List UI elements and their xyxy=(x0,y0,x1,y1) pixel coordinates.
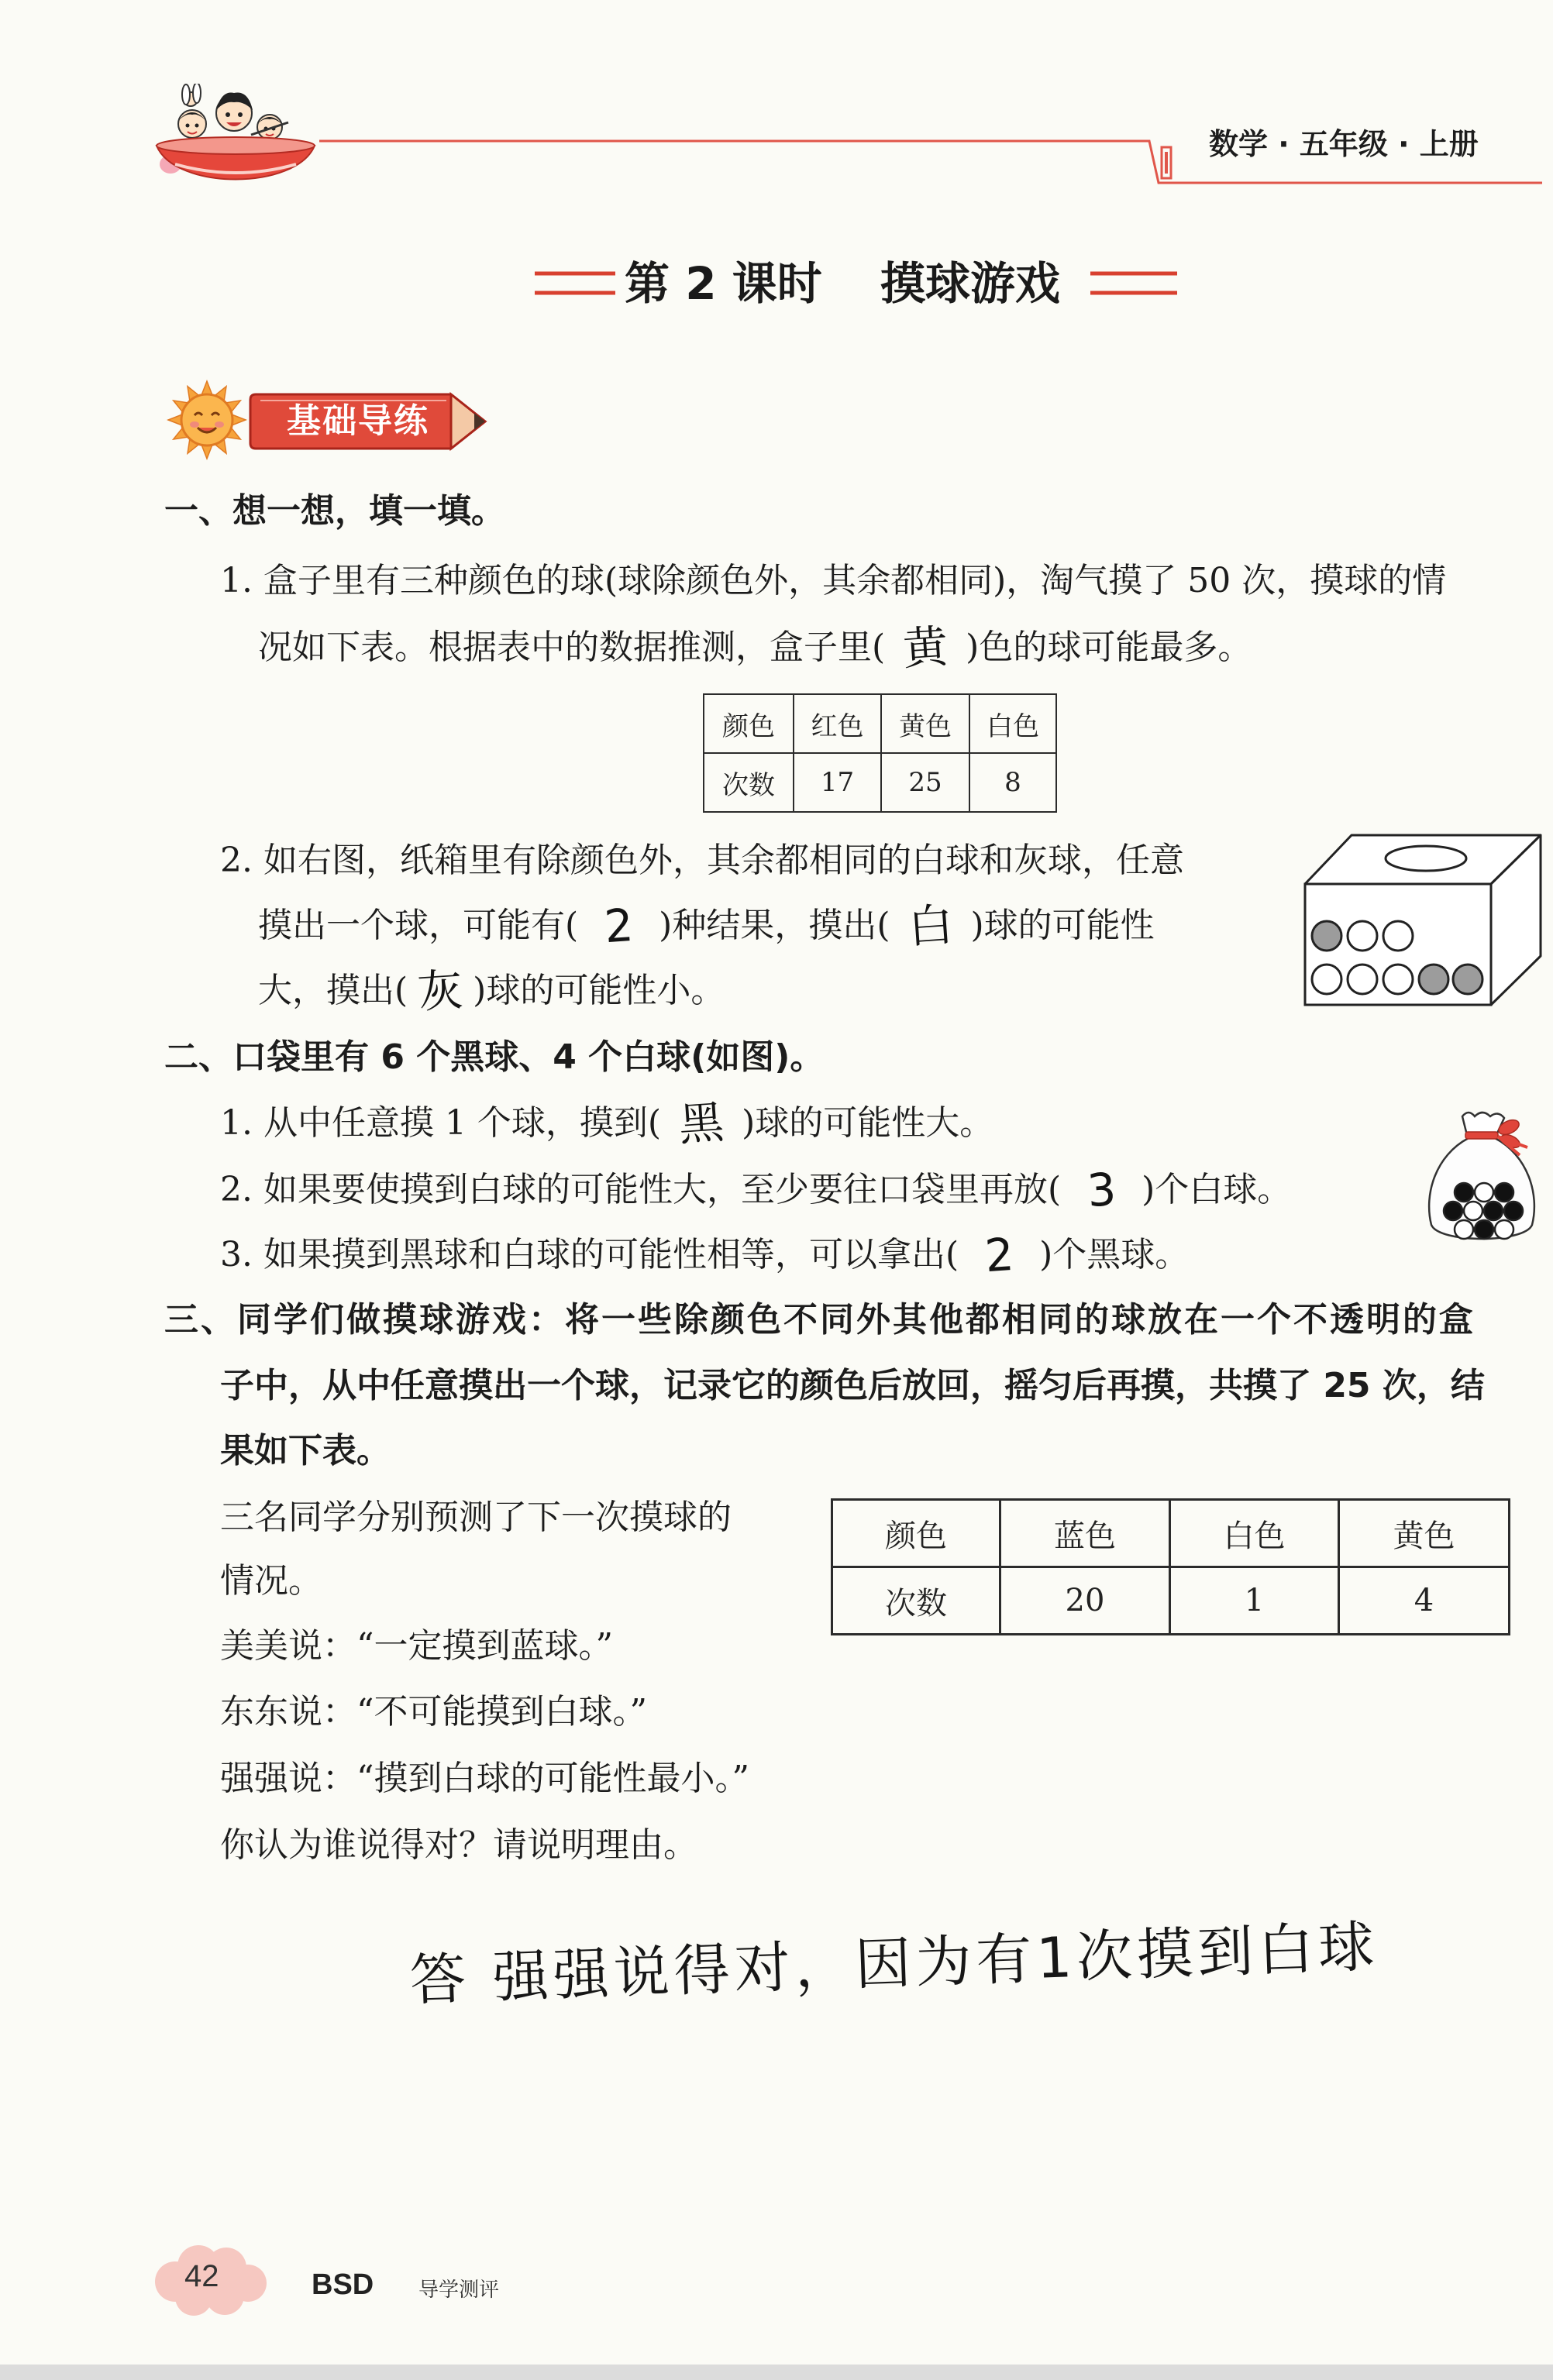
white-ball xyxy=(1383,965,1413,994)
title-left-double-rule xyxy=(535,263,617,302)
part3-handwritten-answer: 答 强强说得对，因为有1次摸到白球 xyxy=(408,1914,1380,2013)
series-name: 导学测评 xyxy=(418,2279,500,2302)
section-badge-label: 基础导练 xyxy=(287,401,429,441)
q1-text-after-blank: )色的球可能最多。 xyxy=(966,628,1252,667)
part2-q2-text-before: 2. 如果要使摸到白球的可能性大，至少要往口袋里再放( xyxy=(220,1170,1062,1209)
statement-meimei: 美美说：“一定摸到蓝球。” xyxy=(220,1626,613,1666)
title-right-double-rule xyxy=(1090,263,1179,302)
black-ball xyxy=(1444,1202,1462,1220)
part1-heading: 一、想一想，填一填。 xyxy=(164,491,505,531)
part2-q1-text-after: )球的可能性大。 xyxy=(742,1103,994,1143)
black-ball xyxy=(1495,1183,1513,1202)
table-header-cell: 黄色 xyxy=(1339,1500,1510,1567)
q2-handwritten-less-likely: 灰 xyxy=(415,963,465,1019)
table-cell: 8 xyxy=(969,753,1056,812)
part3-data-table xyxy=(831,1498,1510,1635)
lesson-topic: 摸球游戏 xyxy=(880,257,1061,310)
white-ball xyxy=(1383,921,1413,951)
q2-text-3: )球的可能性 xyxy=(970,906,1155,945)
white-ball xyxy=(1348,921,1377,951)
q2-text-5: )球的可能性小。 xyxy=(473,971,725,1010)
black-ball xyxy=(1475,1220,1493,1239)
table-cell: 次数 xyxy=(832,1567,1000,1635)
q2-handwritten-outcomes: 2 xyxy=(602,898,635,954)
black-ball xyxy=(1484,1202,1503,1220)
page-number: 42 xyxy=(184,2259,219,2293)
part2-q2-text-after: )个白球。 xyxy=(1142,1170,1292,1209)
part2-q3-text-before: 3. 如果摸到黑球和白球的可能性相等，可以拿出( xyxy=(220,1235,959,1274)
white-ball xyxy=(1475,1183,1493,1202)
table-row xyxy=(832,1567,1510,1635)
part2-q1-handwritten-answer: 黑 xyxy=(677,1095,726,1151)
part3-heading-line-2: 子中，从中任意摸出一个球，记录它的颜色后放回，摇匀后再摸，共摸了 25 次，结 xyxy=(220,1366,1485,1405)
part2-q3-blank xyxy=(959,1227,1039,1283)
part2-q3-text-after: )个黑球。 xyxy=(1039,1235,1190,1274)
statement-qiangqiang: 强强说：“摸到白球的可能性最小。” xyxy=(220,1759,749,1798)
q2-text-1: 摸出一个球，可能有( xyxy=(258,906,579,945)
part2-q2 xyxy=(220,1162,1292,1218)
table-header-cell: 颜色 xyxy=(832,1500,1000,1567)
white-ball xyxy=(1464,1202,1482,1220)
part2-q2-blank xyxy=(1061,1162,1142,1218)
q2-line-1: 2. 如右图，纸箱里有除颜色外，其余都相同的白球和灰球，任意 xyxy=(220,841,1184,880)
table-cell: 4 xyxy=(1339,1567,1510,1635)
table-header-cell: 蓝色 xyxy=(1000,1500,1170,1567)
q2-text-4: 大，摸出( xyxy=(258,971,408,1010)
q1-line-2 xyxy=(258,620,1252,676)
black-ball xyxy=(1455,1183,1473,1202)
table-header-cell: 红色 xyxy=(794,694,881,753)
q2-line-2 xyxy=(258,898,1155,954)
table-cell: 20 xyxy=(1000,1567,1170,1635)
q2-text-2: )种结果，摸出( xyxy=(659,906,890,945)
q1-data-table xyxy=(703,693,1057,813)
part2-q1 xyxy=(220,1095,994,1151)
lesson-number: 第 2 课时 xyxy=(625,257,822,310)
q2-handwritten-more-likely: 白 xyxy=(906,898,955,954)
part2-q3-handwritten-answer: 2 xyxy=(983,1227,1015,1283)
table-header-cell: 黄色 xyxy=(881,694,969,753)
table-row xyxy=(704,694,1056,753)
white-ball xyxy=(1312,965,1341,994)
part3-heading-line-3: 果如下表。 xyxy=(220,1431,391,1470)
gray-ball xyxy=(1453,965,1482,994)
q2-line-3 xyxy=(258,963,725,1019)
table-header-cell: 白色 xyxy=(1170,1500,1339,1567)
part3-intro-line-2: 情况。 xyxy=(220,1561,322,1601)
part2-q1-blank xyxy=(661,1095,742,1151)
q2-outcomes-blank xyxy=(578,898,659,954)
scan-edge-strip xyxy=(0,2365,1553,2380)
table-cell: 1 xyxy=(1170,1567,1339,1635)
q1-handwritten-answer: 黄 xyxy=(900,620,950,676)
white-ball xyxy=(1455,1220,1473,1239)
part3-intro-line-1: 三名同学分别预测了下一次摸球的 xyxy=(220,1498,732,1537)
publisher-code: BSD xyxy=(312,2268,374,2301)
white-ball xyxy=(1348,965,1377,994)
black-ball xyxy=(1504,1202,1523,1220)
q2-more-likely-blank xyxy=(890,898,971,954)
white-ball xyxy=(1495,1220,1513,1239)
sun-face-icon xyxy=(167,380,247,460)
part3-heading-line-1: 三、同学们做摸球游戏：将一些除颜色不同外其他都相同的球放在一个不透明的盒 xyxy=(164,1300,1476,1340)
gray-ball xyxy=(1419,965,1448,994)
part2-q1-text-before: 1. 从中任意摸 1 个球，摸到( xyxy=(220,1103,662,1143)
q1-line-1: 1. 盒子里有三种颜色的球(球除颜色外，其余都相同)，淘气摸了 50 次，摸球的情 xyxy=(220,561,1447,600)
statement-dongdong: 东东说：“不可能摸到白球。” xyxy=(220,1692,647,1732)
table-header-cell: 颜色 xyxy=(704,694,794,753)
table-cell: 25 xyxy=(881,753,969,812)
q2-less-likely-blank xyxy=(408,963,473,1019)
bag-with-balls-figure xyxy=(1420,1109,1542,1245)
table-cell: 17 xyxy=(794,753,881,812)
carton-box-with-balls-figure xyxy=(1303,832,1542,1007)
table-row xyxy=(704,753,1056,812)
part2-q3 xyxy=(220,1227,1190,1283)
table-header-cell: 白色 xyxy=(969,694,1056,753)
q1-answer-blank xyxy=(885,620,966,676)
subject-grade-volume: 数学 · 五年级 · 上册 xyxy=(1209,127,1479,161)
gray-ball xyxy=(1312,921,1341,951)
table-row xyxy=(832,1500,1510,1567)
part2-heading: 二、口袋里有 6 个黑球、4 个白球(如图)。 xyxy=(164,1037,825,1077)
q1-text-before-blank: 况如下表。根据表中的数据推测，盒子里( xyxy=(258,628,886,667)
part3-question: 你认为谁说得对？请说明理由。 xyxy=(220,1825,697,1865)
table-cell: 次数 xyxy=(704,753,794,812)
part2-q2-handwritten-answer: 3 xyxy=(1085,1162,1117,1218)
